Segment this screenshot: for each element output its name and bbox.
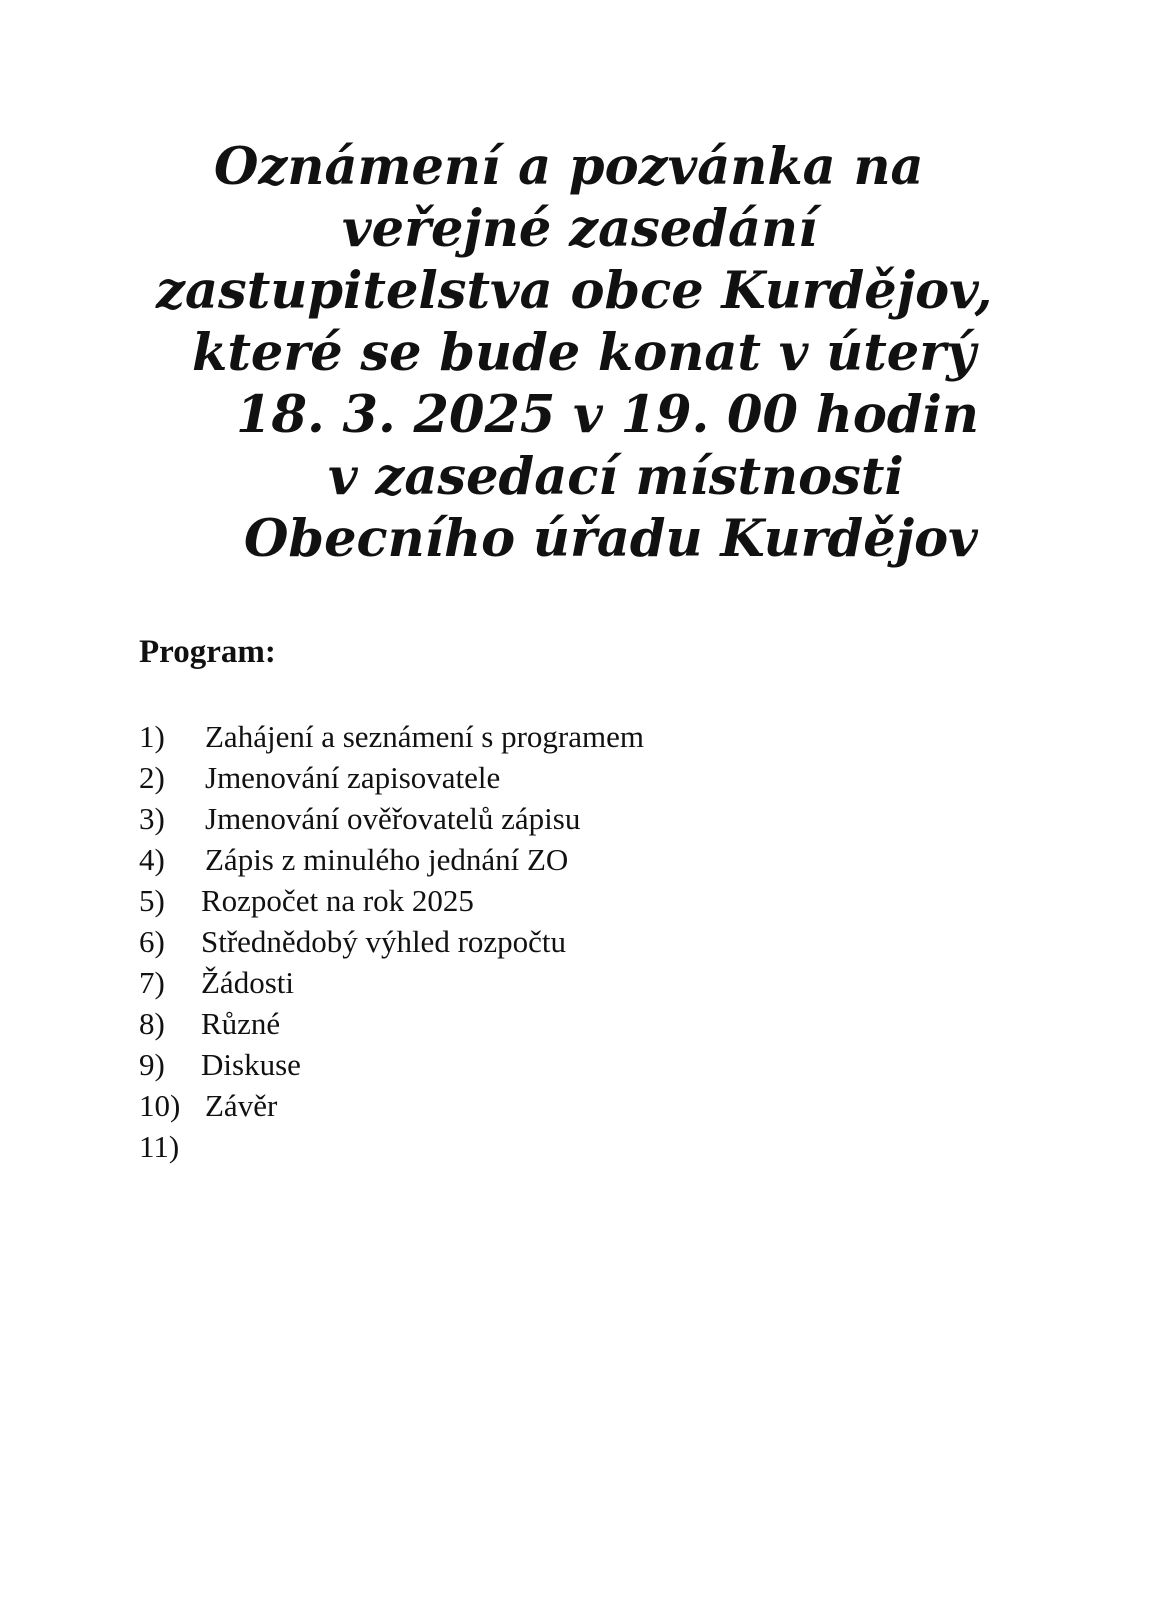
agenda-item — [139, 962, 644, 1003]
agenda-item — [139, 757, 644, 798]
agenda-item-number: 7) — [139, 965, 165, 1000]
agenda-item-number: 2) — [139, 760, 165, 795]
agenda-item-text: Jmenování zapisovatele — [205, 760, 501, 795]
agenda-item — [139, 1044, 644, 1085]
agenda-item-number: 1) — [139, 719, 165, 754]
agenda-item-number: 3) — [139, 801, 165, 836]
agenda-list — [139, 716, 644, 1167]
agenda-item — [139, 1085, 644, 1126]
program-heading: Program: — [139, 634, 276, 670]
agenda-item-number: 10) — [139, 1088, 181, 1123]
agenda-item — [139, 1126, 644, 1167]
agenda-item-text: Střednědobý výhled rozpočtu — [201, 924, 567, 959]
title-line: zastupitelstva obce Kurdějov, — [156, 261, 993, 321]
title-line: v zasedací místnosti — [328, 447, 904, 507]
agenda-item-text: Žádosti — [201, 965, 294, 1000]
agenda-item-text: Zápis z minulého jednání ZO — [205, 842, 569, 877]
agenda-item — [139, 880, 644, 921]
agenda-item-text: Jmenování ověřovatelů zápisu — [205, 801, 581, 836]
agenda-item — [139, 839, 644, 880]
agenda-item-number: 5) — [139, 883, 165, 918]
agenda-item-text: Zahájení a seznámení s programem — [205, 719, 644, 754]
agenda-item-text: Závěr — [205, 1088, 278, 1123]
agenda-item — [139, 921, 644, 962]
agenda-item-number: 8) — [139, 1006, 165, 1041]
title-line: Oznámení a pozvánka na — [214, 137, 924, 197]
title-line: které se bude konat v úterý — [192, 323, 976, 383]
agenda-item-number: 4) — [139, 842, 165, 877]
agenda-item-number: 6) — [139, 924, 165, 959]
notice-title — [120, 136, 1044, 570]
title-line: Obecního úřadu Kurdějov — [244, 509, 978, 569]
title-line: 18. 3. 2025 v 19. 00 hodin — [236, 385, 979, 445]
agenda-item-text: Různé — [201, 1006, 281, 1041]
agenda-item — [139, 798, 644, 839]
agenda-item-number: 11) — [139, 1129, 180, 1164]
title-line: veřejné zasedání — [342, 199, 818, 259]
agenda-item-number: 9) — [139, 1047, 165, 1082]
agenda-item-text: Diskuse — [201, 1047, 301, 1082]
agenda-item-text: Rozpočet na rok 2025 — [201, 883, 474, 918]
agenda-item — [139, 1003, 644, 1044]
agenda-item — [139, 716, 644, 757]
